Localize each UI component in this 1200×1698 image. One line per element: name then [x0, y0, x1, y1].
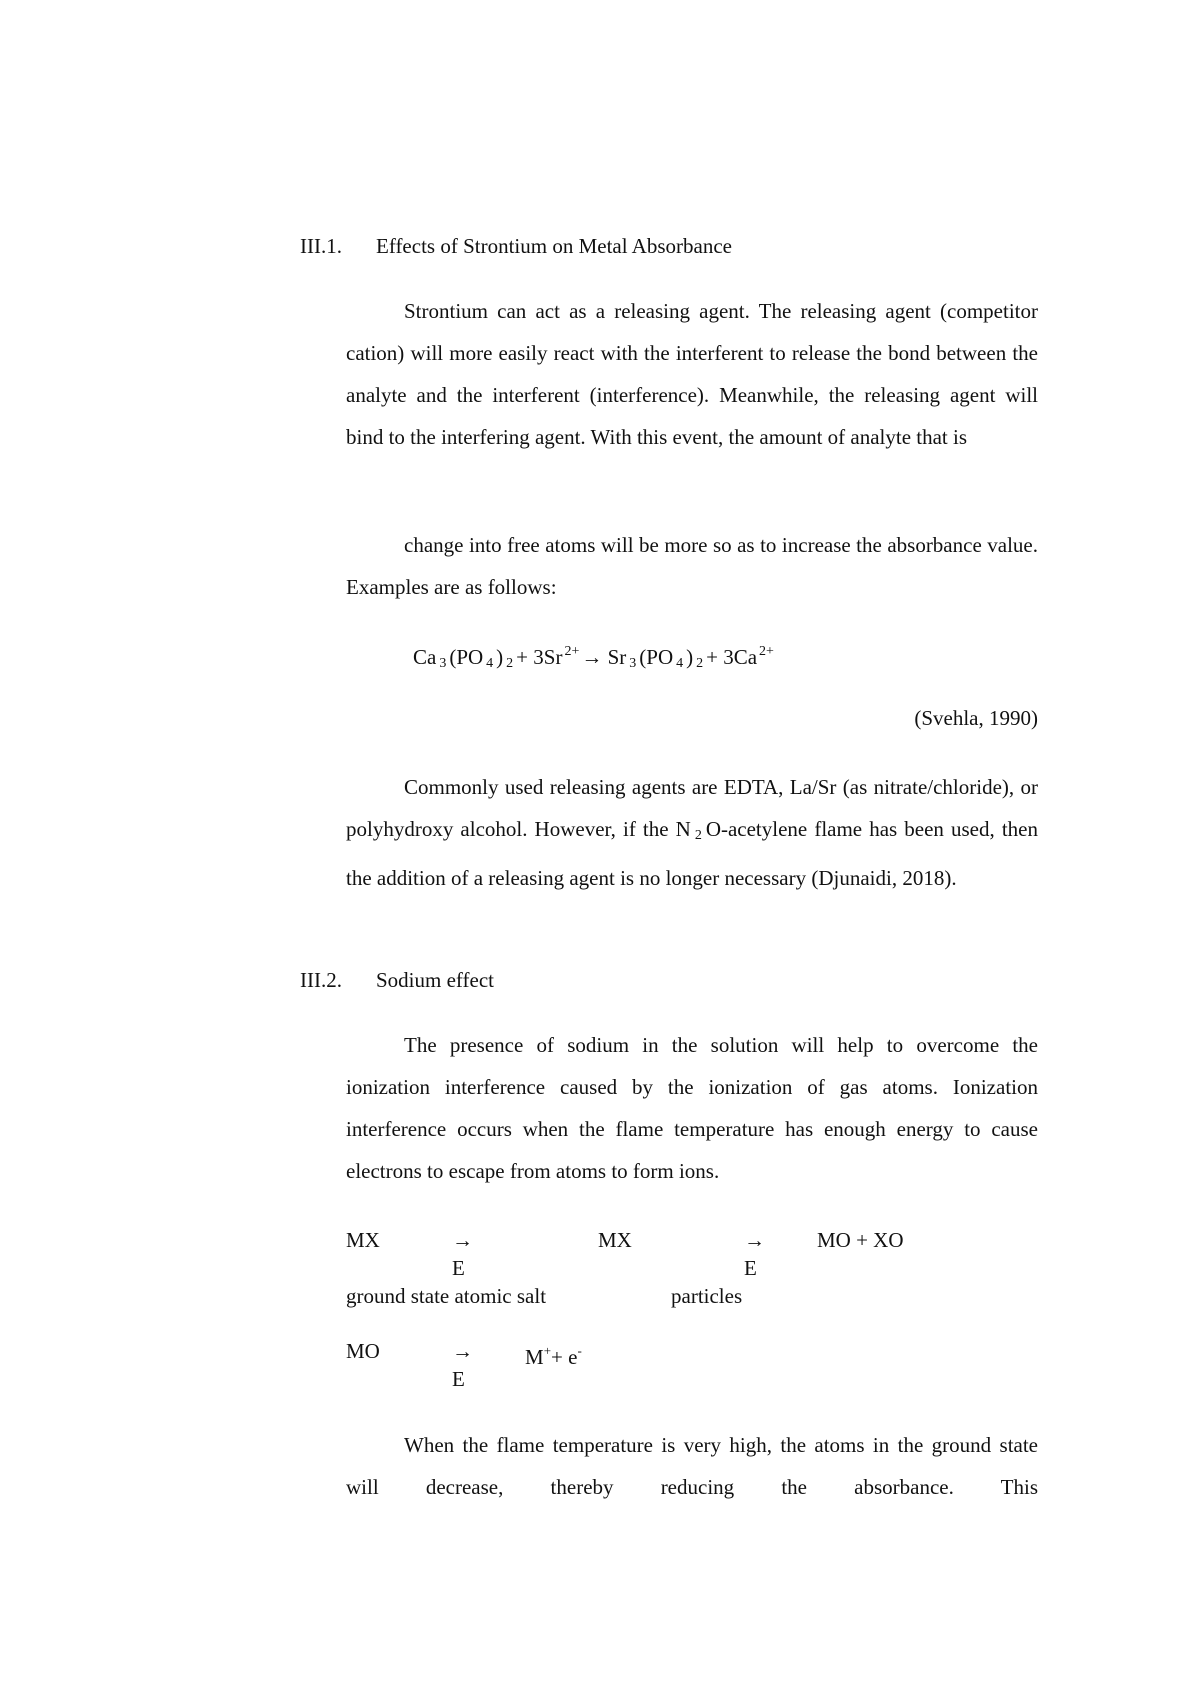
- eq-sup: 2+: [564, 644, 580, 659]
- ion-electron: + e: [551, 1345, 578, 1369]
- reaction-energy-label: E: [744, 1256, 757, 1280]
- eq-paren: ): [686, 645, 694, 669]
- section-number: III.2.: [300, 968, 342, 992]
- citation: (Svehla, 1990): [914, 706, 1038, 730]
- eq-sub: 2: [696, 656, 704, 671]
- eq-sr: + 3Sr: [516, 645, 563, 669]
- reaction-mx: MX: [346, 1228, 380, 1252]
- section-heading-1: [300, 232, 732, 260]
- ion-m: M: [525, 1345, 544, 1369]
- eq-sub: 3: [629, 656, 637, 671]
- paragraph-flame-temperature: When the flame temperature is very high, the atoms in the ground state will decrease, thereby reducing the absorbance. This: [346, 1433, 1038, 1499]
- reaction-label-left: ground state atomic salt: [346, 1284, 547, 1308]
- eq-ca: Ca: [413, 645, 437, 669]
- section-title: Effects of Strontium on Metal Absorbance: [376, 234, 732, 258]
- para3-subscript: 2: [694, 828, 702, 843]
- reaction-mx: MX: [598, 1228, 632, 1252]
- eq-sub: 4: [486, 656, 494, 671]
- reaction-products: MO + XO: [817, 1228, 904, 1252]
- eq-ca-product: + 3Ca: [706, 645, 758, 669]
- reaction-energy-label: E: [452, 1367, 465, 1391]
- eq-sub: 3: [439, 656, 447, 671]
- section-title: Sodium effect: [376, 968, 495, 992]
- eq-paren: ): [496, 645, 504, 669]
- para3-text-a: Commonly used releasing agents are EDTA, La/Sr (as nitrate/chloride), or polyhydroxy alcohol. However, if the N: [346, 775, 1038, 841]
- paragraph-sodium: The presence of sodium in the solution will help to overcome the ionization interference caused by the ionization of gas atoms. Ionization interference occurs when the flame temperature has enough energy to cause electrons to escape from atoms to form ions.: [346, 1033, 1038, 1183]
- eq-sub: 2: [506, 656, 514, 671]
- ion-charge-minus: -: [577, 1343, 582, 1358]
- reaction-mo: MO: [346, 1339, 380, 1363]
- eq-sub: 4: [676, 656, 684, 671]
- paragraph-free-atoms: change into free atoms will be more so as to increase the absorbance value. Examples are as follows:: [346, 533, 1038, 599]
- eq-po: (PO: [639, 645, 674, 669]
- reaction-arrow: →: [452, 1339, 473, 1363]
- reaction-label-right: particles: [671, 1284, 743, 1308]
- section-number: III.1.: [300, 234, 342, 258]
- paragraph-releasing-agent: Strontium can act as a releasing agent. The releasing agent (competitor cation) will more easily react with the interferent to release the bond between the analyte and the interferent (interference). Meanwhile, the releasing agent will bind to the interfering agent. With this event, the amount of analyte that is: [346, 299, 1038, 449]
- reaction-energy-label: E: [452, 1256, 465, 1280]
- eq-sup: 2+: [759, 644, 774, 659]
- section-heading-2: [300, 966, 494, 994]
- eq-arrow-sr: → Sr: [581, 645, 627, 669]
- eq-po: (PO: [449, 645, 484, 669]
- chemical-equation: [413, 632, 776, 684]
- reaction-ions: [525, 1338, 582, 1370]
- ion-charge-plus: +: [543, 1343, 552, 1358]
- para3-text-b: O-acetylene flame has been used, then the addition of a releasing agent is no longer necessary (Djunaidi, 2018).: [346, 817, 1038, 890]
- reaction-arrow: →: [452, 1228, 473, 1252]
- paragraph-common-agents: [346, 766, 1038, 899]
- reaction-arrow: →: [744, 1228, 765, 1252]
